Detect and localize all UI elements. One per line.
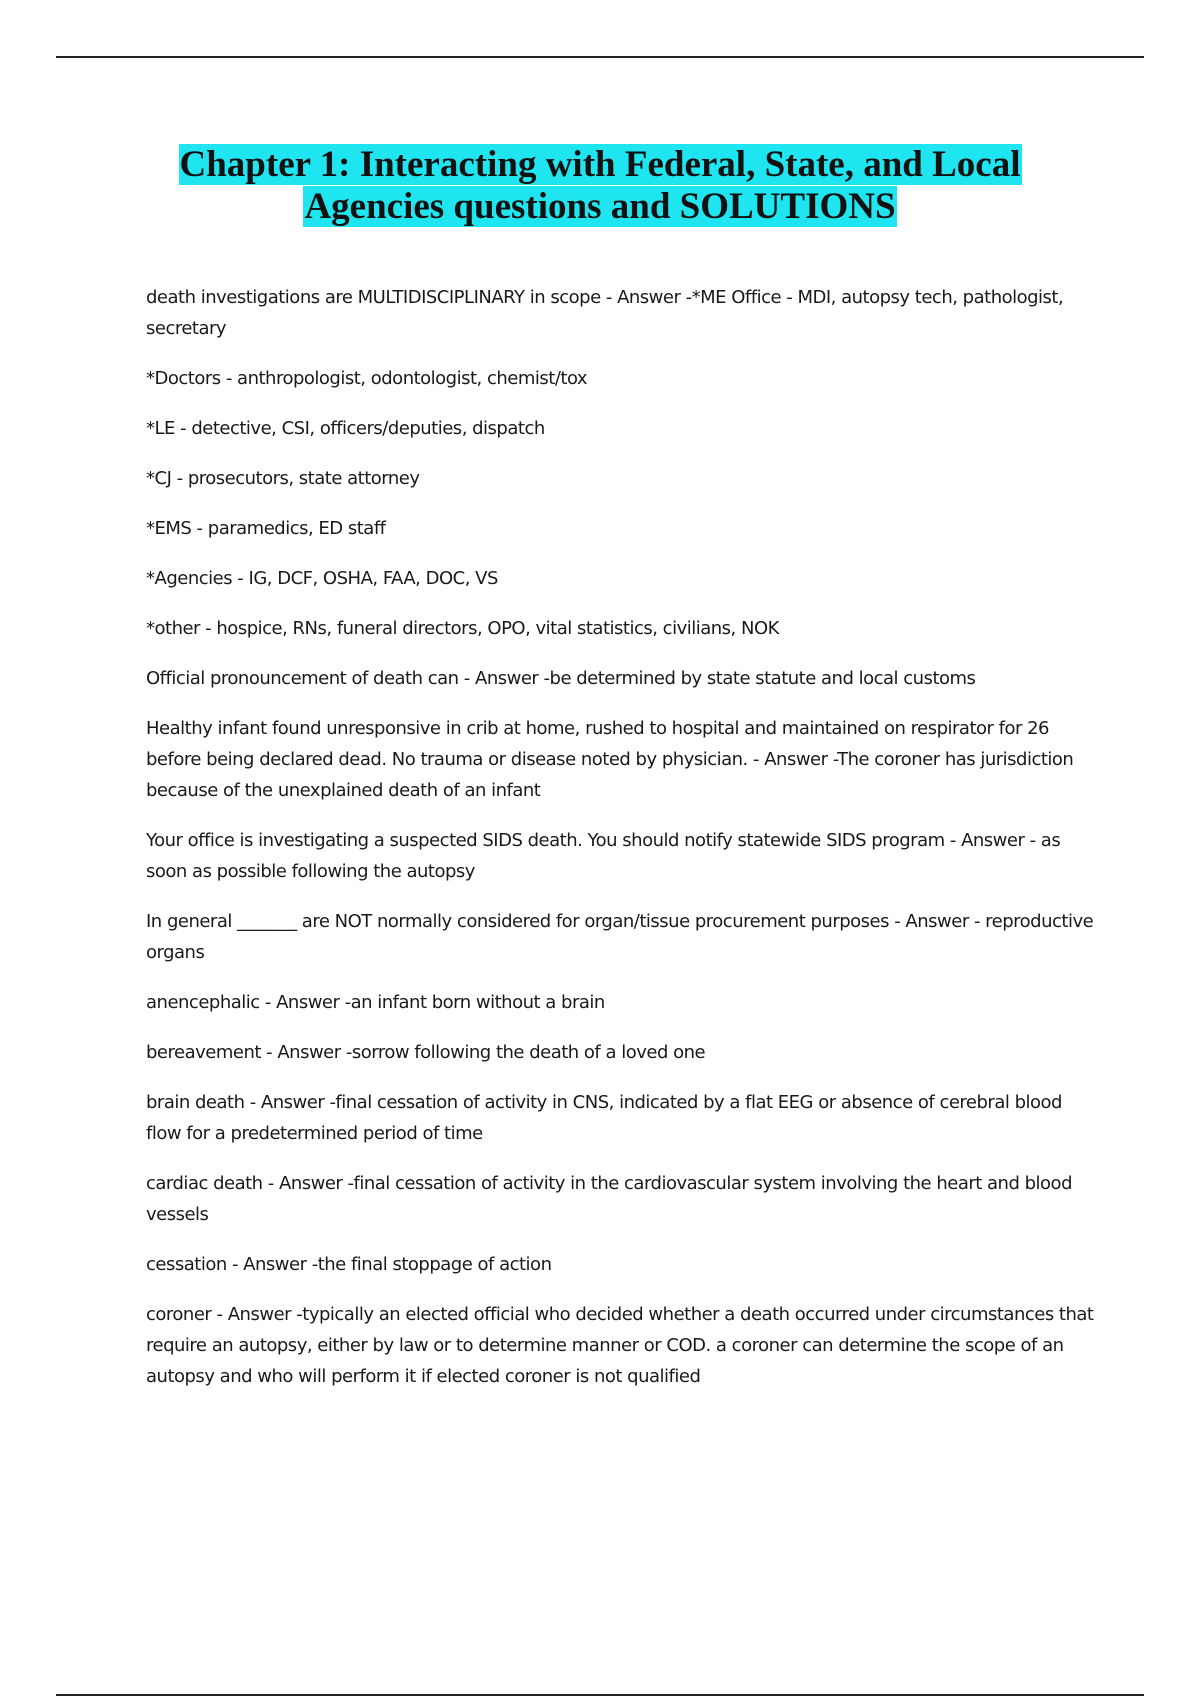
paragraph: *other - hospice, RNs, funeral directors, OPO, vital statistics, civilians, NOK [146, 618, 779, 639]
paragraph: coroner - Answer -typically an elected official who decided whether a death occurred under circumstances that require an autopsy, either by law or to determine manner or COD. a coroner can determine the scope of an autopsy and who will perform it if elected coroner is not qualified [146, 1304, 1094, 1387]
top-rule [56, 56, 1144, 58]
paragraph: brain death - Answer -final cessation of activity in CNS, indicated by a flat EEG or absence of cerebral blood flow for a predetermined period of time [146, 1092, 1062, 1144]
title-line-2: Agencies questions and SOLUTIONS [304, 186, 896, 227]
bottom-rule [56, 1694, 1144, 1696]
paragraph: *CJ - prosecutors, state attorney [146, 468, 420, 489]
paragraph: anencephalic - Answer -an infant born without a brain [146, 992, 605, 1013]
paragraph: In general _______ are NOT normally considered for organ/tissue procurement purposes - Answer - reproductive organs [146, 911, 1094, 963]
paragraph: Healthy infant found unresponsive in crib at home, rushed to hospital and maintained on respirator for 26 before being declared dead. No trauma or disease noted by physician. - Answer -The coroner has jurisdiction because of the unexplained death of an infant [146, 718, 1074, 801]
paragraph: Official pronouncement of death can - Answer -be determined by state statute and local customs [146, 668, 976, 689]
paragraph: *LE - detective, CSI, officers/deputies, dispatch [146, 418, 545, 439]
paragraph: *Doctors - anthropologist, odontologist, chemist/tox [146, 368, 588, 389]
paragraph: death investigations are MULTIDISCIPLINARY in scope - Answer -*ME Office - MDI, autopsy tech, pathologist, secretary [146, 287, 1064, 339]
paragraph: cardiac death - Answer -final cessation of activity in the cardiovascular system involving the heart and blood vessels [146, 1173, 1072, 1225]
paragraph: *EMS - paramedics, ED staff [146, 518, 386, 539]
paragraph: bereavement - Answer -sorrow following the death of a loved one [146, 1042, 706, 1063]
title-line-1: Chapter 1: Interacting with Federal, State, and Local [179, 144, 1021, 185]
paragraph: cessation - Answer -the final stoppage of action [146, 1254, 552, 1275]
paragraph: *Agencies - IG, DCF, OSHA, FAA, DOC, VS [146, 568, 498, 589]
document-body [146, 282, 1096, 1411]
document-title [100, 144, 1100, 228]
paragraph: Your office is investigating a suspected SIDS death. You should notify statewide SIDS program - Answer - as soon as possible following the autopsy [146, 830, 1061, 882]
